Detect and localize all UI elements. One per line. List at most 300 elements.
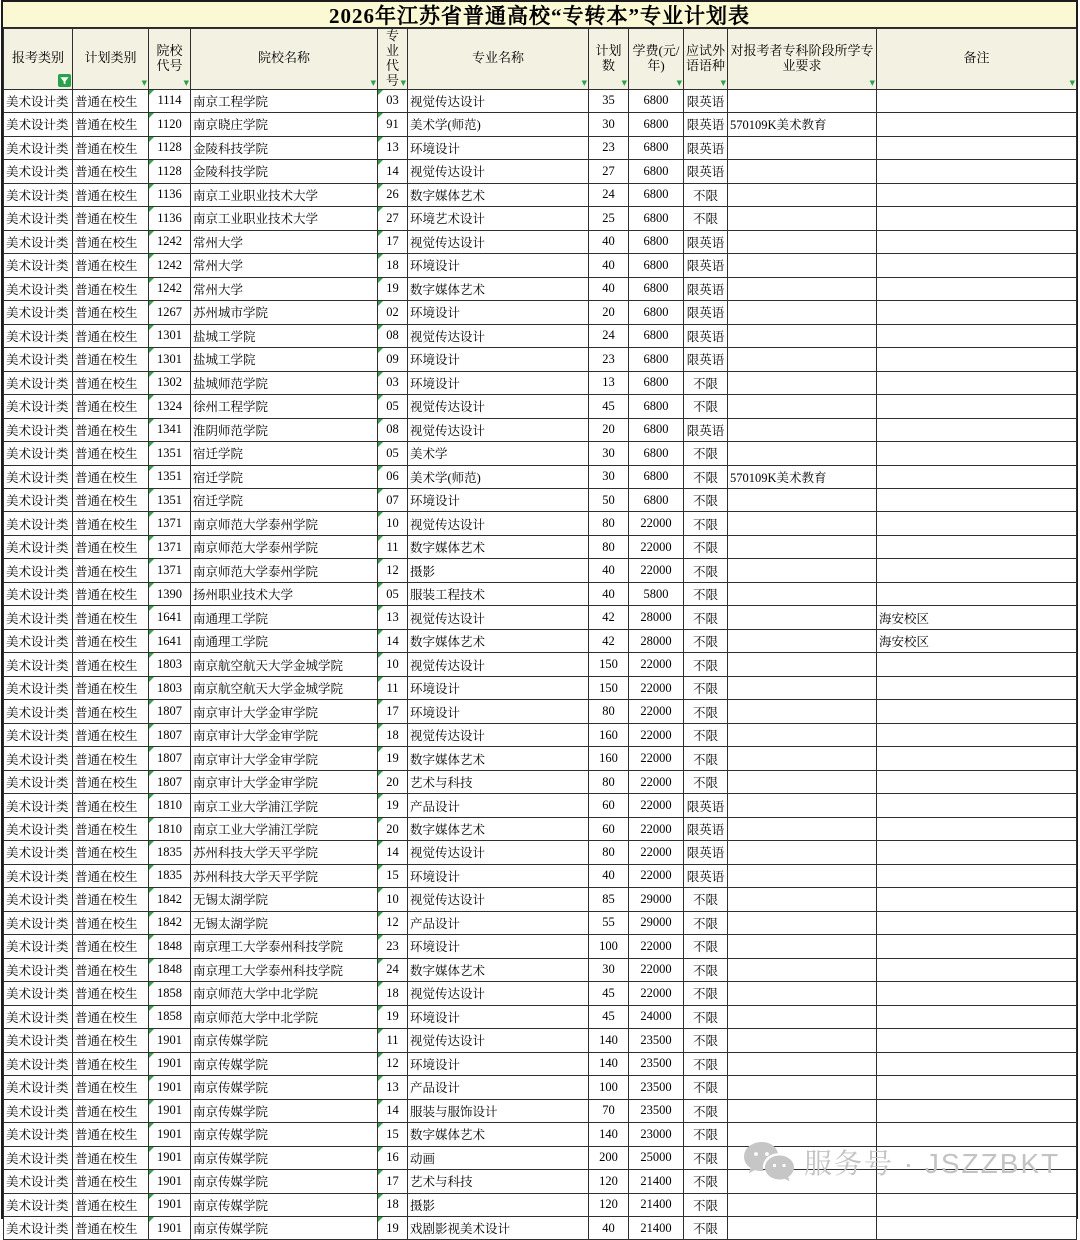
table-row <box>4 512 1077 535</box>
cell <box>73 723 149 746</box>
cell-flag-triangle-icon <box>149 160 154 165</box>
cell <box>629 324 684 347</box>
column-header-label: 计划类别 <box>84 50 137 66</box>
cell <box>408 89 589 112</box>
cell <box>149 841 191 864</box>
cell <box>73 1217 149 1240</box>
cell <box>378 958 408 981</box>
cell-flag-triangle-icon <box>378 865 383 870</box>
cell <box>378 465 408 488</box>
cell <box>684 723 728 746</box>
cell-flag-triangle-icon <box>378 1006 383 1011</box>
cell-value: 不限 <box>692 447 718 462</box>
cell <box>684 888 728 911</box>
cell <box>408 841 589 864</box>
cell <box>684 535 728 558</box>
cell <box>728 254 877 277</box>
cell-value: 40 <box>602 257 615 272</box>
cell-value: 20 <box>602 422 615 437</box>
cell <box>149 395 191 418</box>
cell-value: 45 <box>602 1009 615 1024</box>
cell-value: 普通在校生 <box>75 376 138 391</box>
cell-value: 艺术与科技 <box>410 776 473 791</box>
cell <box>684 465 728 488</box>
cell-flag-triangle-icon <box>378 724 383 729</box>
cell <box>73 817 149 840</box>
cell-value: 限英语 <box>686 282 725 297</box>
cell <box>629 465 684 488</box>
cell <box>629 418 684 441</box>
cell-value: 南京审计大学金审学院 <box>193 752 319 767</box>
cell-value: 普通在校生 <box>75 799 138 814</box>
cell <box>73 700 149 723</box>
cell <box>408 207 589 230</box>
cell <box>378 1217 408 1240</box>
cell-value: 普通在校生 <box>75 893 138 908</box>
cell <box>589 89 629 112</box>
cell-flag-triangle-icon <box>378 818 383 823</box>
cell <box>191 935 378 958</box>
cell <box>629 676 684 699</box>
cell-value: 戏剧影视美术设计 <box>410 1222 511 1237</box>
cell <box>4 277 73 300</box>
cell-value: 南京师范大学中北学院 <box>193 1010 319 1025</box>
cell <box>728 653 877 676</box>
cell <box>629 207 684 230</box>
cell <box>191 207 378 230</box>
cell-value: 视觉传达设计 <box>410 423 486 438</box>
cell-value: 19 <box>386 798 399 813</box>
cell-value: 6800 <box>643 257 669 272</box>
cell-value: 美术设计类 <box>6 494 69 509</box>
cell <box>378 1146 408 1169</box>
cell <box>149 1193 191 1216</box>
cell <box>378 1005 408 1028</box>
cell <box>589 371 629 394</box>
cell-value: 1901 <box>157 1079 182 1094</box>
cell-value: 25000 <box>640 1150 672 1165</box>
cell <box>408 1005 589 1028</box>
filter-dropdown-icon[interactable]: ▼ <box>676 78 682 87</box>
table-row <box>4 770 1077 793</box>
cell-flag-triangle-icon <box>149 512 154 517</box>
cell <box>728 183 877 206</box>
cell <box>378 183 408 206</box>
cell <box>73 183 149 206</box>
cell-value: 570109K美术教育 <box>730 470 827 485</box>
cell <box>877 418 1077 441</box>
cell-flag-triangle-icon <box>378 630 383 635</box>
cell <box>408 723 589 746</box>
column-header <box>589 29 629 90</box>
cell <box>408 535 589 558</box>
cell-value: 普通在校生 <box>75 1128 138 1143</box>
cell-value: 20 <box>386 774 399 789</box>
cell-value: 美术设计类 <box>6 893 69 908</box>
cell <box>728 1146 877 1169</box>
cell-value: 普通在校生 <box>75 353 138 368</box>
cell <box>728 324 877 347</box>
cell-value: 22000 <box>640 680 672 695</box>
cell-value: 视觉传达设计 <box>410 235 486 250</box>
table-row <box>4 442 1077 465</box>
cell <box>4 183 73 206</box>
cell <box>73 1146 149 1169</box>
cell-value: 5800 <box>643 586 669 601</box>
cell <box>728 770 877 793</box>
cell <box>4 418 73 441</box>
cell <box>378 1076 408 1099</box>
cell-value: 常州大学 <box>193 235 244 250</box>
filter-dropdown-icon[interactable]: ▼ <box>581 78 587 87</box>
cell <box>728 1052 877 1075</box>
cell-value: 1901 <box>157 1103 182 1118</box>
cell <box>73 442 149 465</box>
cell <box>73 1005 149 1028</box>
cell-value: 环境设计 <box>410 705 461 720</box>
cell <box>629 442 684 465</box>
cell-value: 宿迁学院 <box>193 494 244 509</box>
cell-flag-triangle-icon <box>378 442 383 447</box>
cell <box>191 606 378 629</box>
cell-value: 不限 <box>692 1057 718 1072</box>
cell <box>191 864 378 887</box>
table-row <box>4 1005 1077 1028</box>
cell <box>629 89 684 112</box>
cell <box>629 770 684 793</box>
cell <box>4 582 73 605</box>
cell <box>684 1170 728 1193</box>
cell <box>73 629 149 652</box>
table-row <box>4 301 1077 324</box>
plan-sheet <box>1 0 1078 1237</box>
cell <box>408 1123 589 1146</box>
cell <box>408 113 589 136</box>
cell <box>728 629 877 652</box>
cell <box>877 559 1077 582</box>
cell <box>191 700 378 723</box>
cell <box>408 817 589 840</box>
cell-value: 1641 <box>157 610 182 625</box>
cell <box>589 1099 629 1122</box>
cell-value: 1848 <box>157 962 182 977</box>
filter-dropdown-icon[interactable]: ▼ <box>621 78 627 87</box>
cell-flag-triangle-icon <box>378 653 383 658</box>
cell-value: 150 <box>599 680 618 695</box>
cell <box>73 1123 149 1146</box>
cell <box>589 747 629 770</box>
filter-dropdown-icon[interactable]: ▼ <box>400 78 406 87</box>
cell-flag-triangle-icon <box>149 184 154 189</box>
cell <box>191 254 378 277</box>
cell-value: 91 <box>386 116 399 131</box>
cell-value: 美术设计类 <box>6 1057 69 1072</box>
cell <box>73 911 149 934</box>
cell <box>4 324 73 347</box>
cell <box>149 982 191 1005</box>
cell-value: 限英语 <box>686 306 725 321</box>
cell <box>378 136 408 159</box>
cell <box>629 794 684 817</box>
cell-value: 80 <box>602 516 615 531</box>
cell <box>73 207 149 230</box>
cell-value: 140 <box>599 1056 618 1071</box>
cell-value: 22000 <box>640 516 672 531</box>
cell <box>684 113 728 136</box>
cell-value: 普通在校生 <box>75 963 138 978</box>
cell-value: 南京航空航天大学金城学院 <box>193 658 344 673</box>
cell <box>4 911 73 934</box>
cell-value: 南京工业职业技术大学 <box>193 188 319 203</box>
cell <box>378 606 408 629</box>
cell-value: 不限 <box>692 1034 718 1049</box>
cell-value: 环境设计 <box>410 306 461 321</box>
cell <box>629 395 684 418</box>
cell <box>629 841 684 864</box>
cell <box>728 1170 877 1193</box>
cell-value: 环境设计 <box>410 376 461 391</box>
cell-value: 普通在校生 <box>75 470 138 485</box>
cell <box>4 348 73 371</box>
cell <box>191 442 378 465</box>
cell <box>408 1193 589 1216</box>
cell-value: 6800 <box>643 116 669 131</box>
cell <box>877 254 1077 277</box>
cell <box>149 512 191 535</box>
cell-flag-triangle-icon <box>149 559 154 564</box>
filter-dropdown-icon[interactable]: ▼ <box>1069 78 1075 87</box>
cell-value: 南通理工学院 <box>193 611 269 626</box>
cell-value: 22000 <box>640 751 672 766</box>
cell-flag-triangle-icon <box>149 1053 154 1058</box>
cell-value: 28000 <box>640 610 672 625</box>
cell-value: 不限 <box>692 517 718 532</box>
table-row <box>4 136 1077 159</box>
cell-value: 02 <box>386 304 399 319</box>
cell <box>684 747 728 770</box>
cell-value: 普通在校生 <box>75 940 138 955</box>
cell <box>408 348 589 371</box>
cell-value: 南京传媒学院 <box>193 1081 269 1096</box>
cell-value: 6800 <box>643 375 669 390</box>
cell <box>408 747 589 770</box>
cell <box>149 559 191 582</box>
cell-value: 1835 <box>157 868 182 883</box>
cell <box>191 1217 378 1240</box>
cell-value: 美术设计类 <box>6 188 69 203</box>
cell-value: 1301 <box>157 328 182 343</box>
cell <box>378 747 408 770</box>
cell-value: 美术设计类 <box>6 846 69 861</box>
cell <box>73 254 149 277</box>
cell-value: 6800 <box>643 398 669 413</box>
cell-value: 23500 <box>640 1079 672 1094</box>
cell <box>684 982 728 1005</box>
cell-value: 美术设计类 <box>6 1081 69 1096</box>
cell-value: 普通在校生 <box>75 1104 138 1119</box>
cell-value: 1842 <box>157 891 182 906</box>
cell <box>191 395 378 418</box>
column-header <box>728 29 877 90</box>
cell <box>4 935 73 958</box>
cell <box>191 559 378 582</box>
cell-value: 苏州科技大学天平学院 <box>193 846 319 861</box>
cell-value: 1390 <box>157 586 182 601</box>
filter-applied-icon[interactable] <box>58 74 71 87</box>
cell <box>684 1193 728 1216</box>
cell <box>877 864 1077 887</box>
table-row <box>4 183 1077 206</box>
cell-value: 普通在校生 <box>75 282 138 297</box>
cell <box>73 230 149 253</box>
cell <box>877 770 1077 793</box>
cell <box>149 1005 191 1028</box>
cell <box>629 301 684 324</box>
cell-value: 产品设计 <box>410 1081 461 1096</box>
cell-value: 45 <box>602 398 615 413</box>
cell <box>378 89 408 112</box>
cell-flag-triangle-icon <box>378 1217 383 1222</box>
cell-value: 产品设计 <box>410 916 461 931</box>
cell <box>684 301 728 324</box>
cell <box>4 254 73 277</box>
cell <box>629 817 684 840</box>
cell <box>877 89 1077 112</box>
cell-flag-triangle-icon <box>378 466 383 471</box>
cell <box>629 747 684 770</box>
cell-value: 14 <box>386 844 399 859</box>
cell-value: 24 <box>602 328 615 343</box>
cell <box>378 113 408 136</box>
cell <box>684 653 728 676</box>
cell-value: 美术设计类 <box>6 588 69 603</box>
cell-value: 美术设计类 <box>6 1128 69 1143</box>
cell-flag-triangle-icon <box>149 1217 154 1222</box>
cell <box>378 1029 408 1052</box>
cell-value: 美术设计类 <box>6 799 69 814</box>
cell-value: 普通在校生 <box>75 869 138 884</box>
cell <box>728 1076 877 1099</box>
cell-value: 数字媒体艺术 <box>410 541 486 556</box>
cell-value: 12 <box>386 915 399 930</box>
cell <box>149 535 191 558</box>
cell-value: 普通在校生 <box>75 729 138 744</box>
cell-value: 10 <box>386 516 399 531</box>
cell-value: 苏州科技大学天平学院 <box>193 869 319 884</box>
cell <box>4 700 73 723</box>
cell <box>191 371 378 394</box>
cell-value: 南京审计大学金审学院 <box>193 776 319 791</box>
cell <box>408 395 589 418</box>
cell <box>408 442 589 465</box>
cell <box>378 254 408 277</box>
table-row <box>4 535 1077 558</box>
table-row <box>4 1123 1077 1146</box>
cell <box>4 301 73 324</box>
cell-value: 70 <box>602 1103 615 1118</box>
cell-flag-triangle-icon <box>149 700 154 705</box>
cell-value: 普通在校生 <box>75 658 138 673</box>
filter-dropdown-icon[interactable]: ▼ <box>869 78 875 87</box>
table-row <box>4 723 1077 746</box>
cell <box>728 442 877 465</box>
column-header <box>378 29 408 90</box>
cell <box>629 606 684 629</box>
filter-dropdown-icon[interactable]: ▼ <box>183 78 189 87</box>
filter-dropdown-icon[interactable]: ▼ <box>720 78 726 87</box>
cell-value: 普通在校生 <box>75 94 138 109</box>
cell <box>378 676 408 699</box>
cell <box>877 160 1077 183</box>
cell <box>149 89 191 112</box>
cell <box>4 606 73 629</box>
cell-value: 160 <box>599 727 618 742</box>
cell-value: 23 <box>386 938 399 953</box>
cell-value: 数字媒体艺术 <box>410 963 486 978</box>
cell-value: 视觉传达设计 <box>410 165 486 180</box>
cell-value: 1371 <box>157 516 182 531</box>
cell <box>191 1052 378 1075</box>
cell-flag-triangle-icon <box>378 606 383 611</box>
cell-value: 南京师范大学泰州学院 <box>193 541 319 556</box>
cell-value: 140 <box>599 1126 618 1141</box>
filter-dropdown-icon[interactable]: ▼ <box>141 78 147 87</box>
cell <box>191 512 378 535</box>
cell <box>149 442 191 465</box>
cell <box>629 1217 684 1240</box>
cell <box>149 1123 191 1146</box>
table-row <box>4 465 1077 488</box>
cell-value: 不限 <box>692 987 718 1002</box>
cell <box>877 629 1077 652</box>
table-row <box>4 418 1077 441</box>
cell <box>589 700 629 723</box>
cell <box>378 535 408 558</box>
cell-value: 普通在校生 <box>75 1175 138 1190</box>
cell <box>684 418 728 441</box>
cell-flag-triangle-icon <box>378 747 383 752</box>
cell <box>877 653 1077 676</box>
cell <box>378 582 408 605</box>
cell-flag-triangle-icon <box>149 935 154 940</box>
cell-value: 金陵科技学院 <box>193 165 269 180</box>
cell-value: 淮阴师范学院 <box>193 423 269 438</box>
cell <box>728 582 877 605</box>
cell <box>629 160 684 183</box>
cell-flag-triangle-icon <box>149 959 154 964</box>
filter-dropdown-icon[interactable]: ▼ <box>370 78 376 87</box>
cell-value: 42 <box>602 633 615 648</box>
cell-flag-triangle-icon <box>378 1170 383 1175</box>
cell-value: 不限 <box>692 212 718 227</box>
cell-value: 数字媒体艺术 <box>410 823 486 837</box>
cell-value: 160 <box>599 751 618 766</box>
cell <box>589 817 629 840</box>
cell-value: 不限 <box>692 1175 718 1190</box>
cell <box>191 348 378 371</box>
cell <box>191 230 378 253</box>
column-header-label: 对报考者专科阶段所学专业要求 <box>730 42 874 73</box>
cell <box>629 113 684 136</box>
cell-value: 24 <box>602 187 615 202</box>
cell <box>589 442 629 465</box>
cell <box>728 794 877 817</box>
cell-value: 美术设计类 <box>6 729 69 744</box>
cell-flag-triangle-icon <box>378 160 383 165</box>
cell <box>629 1076 684 1099</box>
cell <box>408 136 589 159</box>
cell <box>73 1099 149 1122</box>
